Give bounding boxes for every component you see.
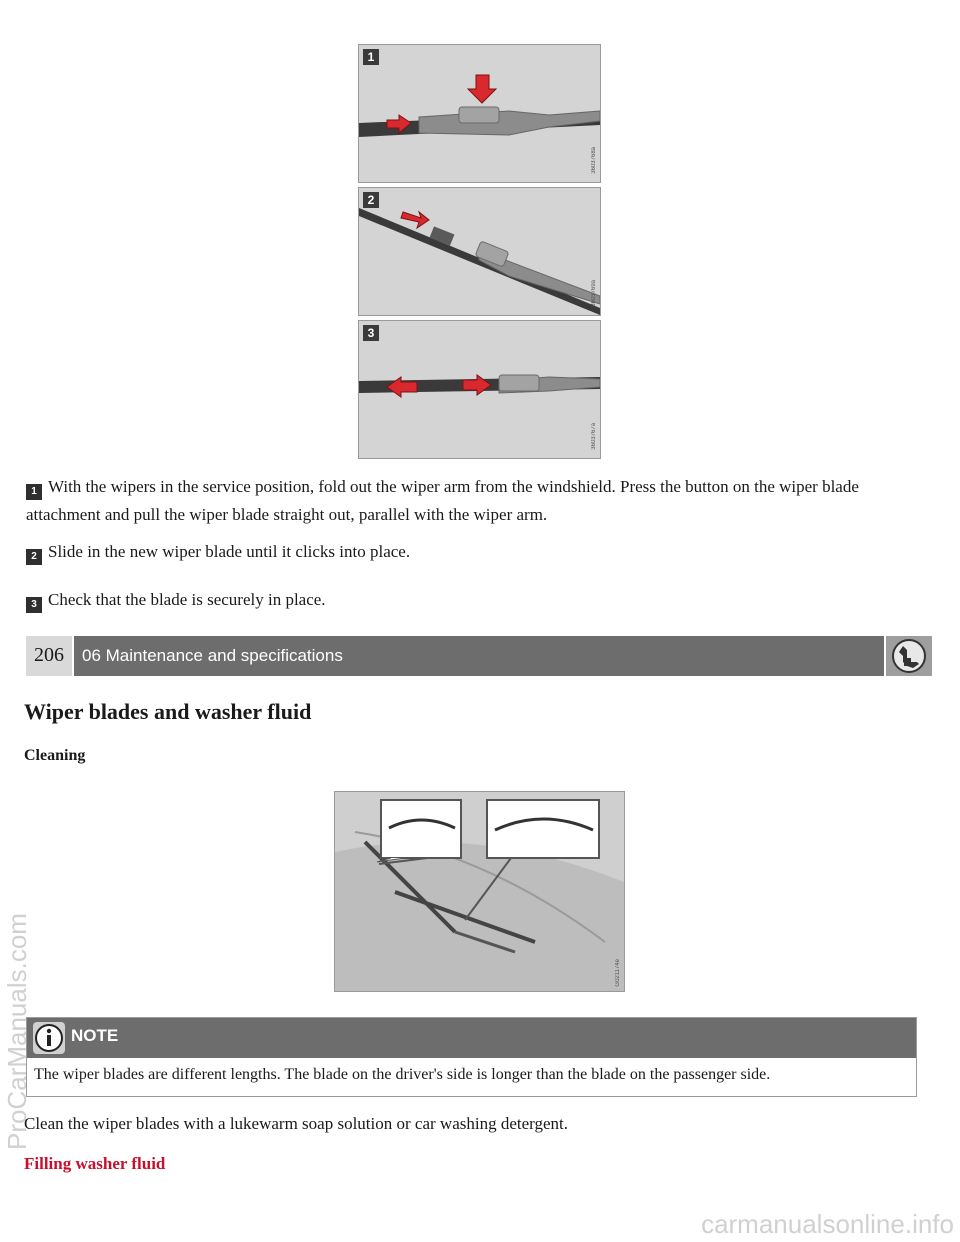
step-1-icon: 1 (26, 484, 42, 500)
panel-1-illustration (359, 45, 600, 182)
panel-3-number: 3 (363, 325, 379, 341)
step-3-text: Check that the blade is securely in place. (48, 590, 326, 609)
step-2-text: Slide in the new wiper blade until it clicks into place. (48, 542, 411, 561)
figure-panel-1 (358, 44, 601, 183)
step-1-text: With the wipers in the service position, fold out the wiper arm from the windshield. Press the button on the wiper blade attachment and pull the wiper blade straight out, parallel with the wiper arm. (26, 477, 859, 524)
bottom-watermark: carmanualsonline.info (701, 1209, 954, 1239)
windshield-wiper-figure (334, 791, 625, 992)
panel-1-code: 3603768a (591, 147, 597, 174)
wiper-replacement-figure (358, 44, 601, 459)
section-title: 06 Maintenance and specifications (74, 636, 884, 676)
note-box (26, 1017, 917, 1097)
panel-3-code: 3603767a (591, 423, 597, 450)
note-text: The wiper blades are different lengths. The blade on the driver's side is longer than the blade on the passenger side. (34, 1066, 771, 1083)
info-icon (33, 1022, 65, 1054)
maintenance-icon-box (886, 636, 932, 676)
note-header (27, 1018, 916, 1058)
figure-panel-2 (358, 187, 601, 316)
panel-2-number: 2 (363, 192, 379, 208)
panel-1-number: 1 (363, 49, 379, 65)
step-3 (26, 586, 926, 614)
page-title: Wiper blades and washer fluid (24, 699, 312, 724)
section-header-bar (26, 636, 932, 676)
panel-2-illustration (359, 188, 600, 315)
figure-2-code: G021174e (615, 959, 621, 987)
step-2 (26, 538, 926, 566)
note-label: NOTE (71, 1026, 119, 1045)
figure-panel-3 (358, 320, 601, 459)
panel-2-code: 3603769a (591, 280, 597, 307)
step-3-icon: 3 (26, 597, 42, 613)
step-1 (26, 473, 926, 529)
panel-3-illustration (359, 321, 600, 458)
windshield-illustration (335, 792, 624, 991)
filling-washer-fluid-heading: Filling washer fluid (24, 1154, 166, 1173)
wrench-icon (886, 636, 932, 676)
step-2-icon: 2 (26, 549, 42, 565)
page-number: 206 (26, 636, 72, 676)
cleaning-subheading: Cleaning (24, 747, 86, 764)
cleaning-paragraph: Clean the wiper blades with a lukewarm soap solution or car washing detergent. (24, 1114, 569, 1133)
left-watermark: ProCarManuals.com (2, 913, 32, 1150)
